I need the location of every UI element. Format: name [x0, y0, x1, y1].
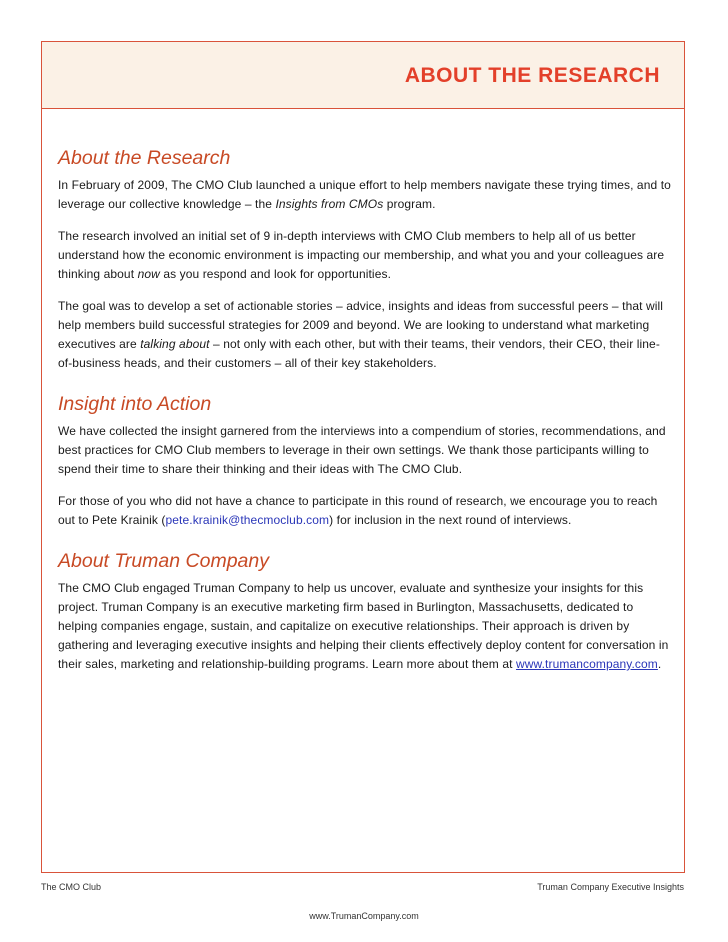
footer-right: Truman Company Executive Insights — [537, 882, 684, 892]
section-about-truman — [58, 549, 672, 674]
text: . — [657, 657, 662, 671]
text: ) for inclusion in the next round of interviews. — [329, 513, 572, 527]
text: The goal was to develop a set of actionable stories – advice, insights and ideas from successful peers – that will help members build successful strategies for 2009 and beyond. We are looking to understand what marketing executives are — [58, 299, 664, 351]
text: The research involved an initial set of 9 in-depth interviews with CMO Club members to help all of us better understand how the economic environment is impacting our membership, and what you and your colleagues are thinking about — [58, 229, 665, 281]
section-heading: About Truman Company — [58, 550, 269, 572]
paragraph — [58, 227, 672, 284]
page-title: ABOUT THE RESEARCH — [404, 64, 660, 87]
section-insight-into-action — [58, 392, 672, 530]
section-about-research — [58, 146, 672, 373]
page-frame — [41, 41, 685, 873]
website-link[interactable]: www.trumancompany.com — [515, 657, 658, 671]
header-band — [42, 42, 684, 109]
paragraph — [58, 492, 672, 530]
footer-url: www.TrumanCompany.com — [309, 911, 419, 921]
text: program. — [383, 197, 436, 211]
section-heading: Insight into Action — [58, 393, 212, 415]
emphasis: talking about — [140, 337, 210, 351]
text: as you respond and look for opportunities. — [159, 267, 392, 281]
text: In February of 2009, The CMO Club launched a unique effort to help members navigate these trying times, and to leverage our collective knowledge – the — [58, 178, 671, 211]
paragraph — [58, 579, 672, 674]
content — [58, 146, 672, 687]
paragraph — [58, 176, 672, 214]
text: For those of you who did not have a chance to participate in this round of research, we encourage you to reach out to Pete Krainik ( — [58, 494, 658, 527]
section-heading: About the Research — [58, 147, 231, 169]
paragraph: We have collected the insight garnered from the interviews into a compendium of stories, recommendations, and best practices for CMO Club members to leverage in their own settings. We thank those participants willing to spend their time to share their thinking and their ideas with The CMO Club. — [58, 424, 666, 476]
paragraph — [58, 297, 672, 373]
email-link[interactable]: pete.krainik@thecmoclub.com — [165, 513, 330, 527]
footer-left: The CMO Club — [41, 882, 102, 892]
text: – not only with each other, but with their teams, their vendors, their CEO, their line-of-business heads, and their customers – all of their key stakeholders. — [58, 337, 660, 370]
emphasis: Insights from CMOs — [275, 197, 384, 211]
emphasis: now — [137, 267, 160, 281]
text: The CMO Club engaged Truman Company to help us uncover, evaluate and synthesize your insights for this project. Truman Company is an executive marketing firm based in Burlington, Massachusetts, dedicated to helping companies engage, sustain, and capitalize on executive relationships. Their approach is driven by gathering and leveraging executive insights and helping their clients effectively deploy content for conversation in their sales, marketing and relationship-building programs. Learn more about them at — [58, 581, 669, 671]
